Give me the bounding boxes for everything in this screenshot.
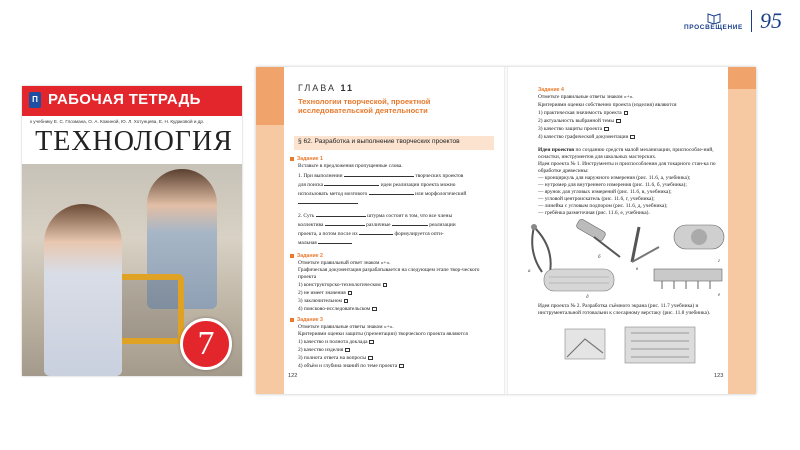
brand-header <box>684 10 782 32</box>
center-finder-icon <box>674 225 724 249</box>
figure-label: б <box>598 255 601 260</box>
inside-caliper-icon <box>576 218 620 257</box>
answer-checkbox[interactable] <box>348 291 353 296</box>
task-1-line-1: 1. При выполнении творческих проектов <box>298 173 464 179</box>
page-number-right: 123 <box>714 373 724 379</box>
task-4-option-1: 1) практическая значимость проекта <box>538 110 628 117</box>
task-3-option-3: 3) полнота ответа на вопросы <box>298 355 373 362</box>
answer-checkbox[interactable] <box>624 111 629 116</box>
cover-subject: ТЕХНОЛОГИЯ <box>35 126 233 157</box>
task-2-option-4: 4) поисково-исследовательском <box>298 306 377 313</box>
task-3-option-2: 2) качество изделия <box>298 347 350 354</box>
task-1-line-4 <box>298 200 358 207</box>
figure-label: г <box>718 259 720 264</box>
anniversary-logo: 95 <box>760 8 782 33</box>
task-2-question: Графическая документация разрабатывается на следующем этапе твор-ческого проекта <box>298 267 480 280</box>
answer-checkbox[interactable] <box>369 340 374 345</box>
idea-1-item: — ярунок для угловых измерений (рис. 11.6, в, учебника); <box>538 189 672 195</box>
tool-illustrations <box>524 217 734 297</box>
idea-1-item: — гребёнка разметочная (рис. 11.6, е, учебника). <box>538 210 650 216</box>
task-2-option-1: 1) конструкторско-технологическом <box>298 282 387 289</box>
answer-checkbox[interactable] <box>383 283 388 288</box>
task-1-line-2: для поиска идеи реализации проекта можно <box>298 182 456 188</box>
task-1-line-3: использовать метод мозгового или морфологический <box>298 191 467 197</box>
answer-checkbox[interactable] <box>630 135 635 140</box>
task-4-question: Критериями оценки собственно проекта (изделия) являются <box>538 102 677 108</box>
task-1-label: Задание 1 <box>290 156 323 162</box>
project-photos <box>561 323 701 367</box>
task-1-line-5: 2. Суть штурма состоит в том, что все члены <box>298 213 453 219</box>
tool-case-icon <box>625 327 695 363</box>
book-cover <box>22 86 242 376</box>
marking-comb-icon <box>654 269 722 289</box>
figure-label: е <box>718 293 721 298</box>
removable-screen-icon <box>565 329 605 359</box>
task-3-option-1: 1) качество и полнота доклада <box>298 339 374 346</box>
task-1-line-7: проекта, а потом после их формулируется опти- <box>298 231 444 237</box>
photo-student-girl <box>44 204 122 376</box>
task-4-label: Задание 4 <box>538 87 564 93</box>
workbook-spread <box>256 67 756 394</box>
chapter-number: 11 <box>340 83 355 93</box>
idea-1-item: — нутромер для внутреннего измерения (рис. 11.6, б, учебника); <box>538 182 687 188</box>
bevel-gauge-icon <box>632 227 659 262</box>
chapter-heading <box>298 83 354 93</box>
task-3-label: Задание 3 <box>290 317 323 323</box>
task-4-option-4: 4) качество графической документации <box>538 134 635 141</box>
left-margin-accent <box>256 67 284 125</box>
task-marker-icon <box>290 157 294 161</box>
task-marker-icon <box>290 318 294 322</box>
task-2-intro: Отметьте правильный ответ знаком «+». <box>298 260 391 266</box>
ideas-intro: Идеи проектов по созданию средств малой механизации, приспособле-ний, оснастки, инструментов для школьных мастерских. <box>538 147 714 160</box>
answer-checkbox[interactable] <box>344 299 349 304</box>
answer-checkbox[interactable] <box>372 307 377 312</box>
brand-divider <box>751 10 752 32</box>
angle-ruler-icon <box>544 269 614 291</box>
brand-name: ПРОСВЕЩЕНИЕ <box>684 23 743 31</box>
task-4-option-3: 3) качество защиты проекта <box>538 126 609 133</box>
task-2-option-2: 2) не имеет значения <box>298 290 352 297</box>
task-1-intro: Вставьте в предложения пропущенные слова. <box>298 163 403 169</box>
task-2-label: Задание 2 <box>290 253 323 259</box>
answer-checkbox[interactable] <box>399 364 404 369</box>
task-3-intro: Отметьте правильные ответы знаком «+». <box>298 324 394 330</box>
cover-title: РАБОЧАЯ ТЕТРАДЬ <box>48 91 201 108</box>
answer-checkbox[interactable] <box>345 348 350 353</box>
idea-1-item: — линейка с угловым подпором (рис. 11.6, д, учебника); <box>538 203 668 209</box>
task-1-line-6: коллектива различные реализации <box>298 222 456 228</box>
photo-robot-arm <box>114 274 184 344</box>
answer-checkbox[interactable] <box>368 356 373 361</box>
task-1-line-8: мальная <box>298 240 352 247</box>
figure-label: в <box>636 267 639 272</box>
task-3-question: Критериями оценки защиты (презентации) творческого проекта являются <box>298 331 468 337</box>
cover-authors: к учебнику Е. С. Глозмана, О. А. Кожиной, Ю. Л. Хотунцева, Е. Н. Кудаковой и др. <box>30 119 205 124</box>
answer-checkbox[interactable] <box>604 127 609 132</box>
task-4-intro: Отметьте правильные ответы знаком «+». <box>538 94 634 100</box>
idea-1-text: Идея проекта № 1. Инструменты и приспособления для токарного стан-ка по обработке древесины: <box>538 161 716 174</box>
publisher-logo-icon: П <box>29 92 41 108</box>
chapter-label: ГЛАВА <box>298 83 336 93</box>
idea-1-item: — кронциркуль для наружного измерения (рис. 11.6, а, учебника); <box>538 175 691 181</box>
page-number-left: 122 <box>288 373 298 379</box>
task-4-option-2: 2) актуальность выбранной темы <box>538 118 621 125</box>
prosveshchenie-logo <box>684 12 743 31</box>
idea-2-text: Идея проекта № 2. Разработка съёмного экрана (рис. 11.7 учебника) и инструментальной готовальни к слесарному верстаку (рис. 11.8 учебника). <box>538 303 711 316</box>
right-page <box>506 67 756 394</box>
task-3-option-4: 4) объём и глубина знаний по теме проекта <box>298 363 404 370</box>
caliper-icon <box>531 224 551 272</box>
book-icon <box>707 12 721 24</box>
chapter-title: Технологии творческой, проектной исследовательской деятельности <box>298 97 431 115</box>
answer-checkbox[interactable] <box>616 119 621 124</box>
task-2-option-3: 3) заключительном <box>298 298 348 305</box>
grade-badge: 7 <box>180 318 232 370</box>
left-page <box>256 67 506 394</box>
figure-label: д <box>586 295 589 300</box>
right-margin-accent <box>728 67 756 89</box>
figure-label: а <box>528 269 531 274</box>
paragraph-title: § 62. Разработка и выполнение творческих проектов <box>298 138 460 145</box>
task-marker-icon <box>290 254 294 258</box>
idea-1-item: — угловой центроискатель (рис. 11.6, г, учебника); <box>538 196 655 202</box>
